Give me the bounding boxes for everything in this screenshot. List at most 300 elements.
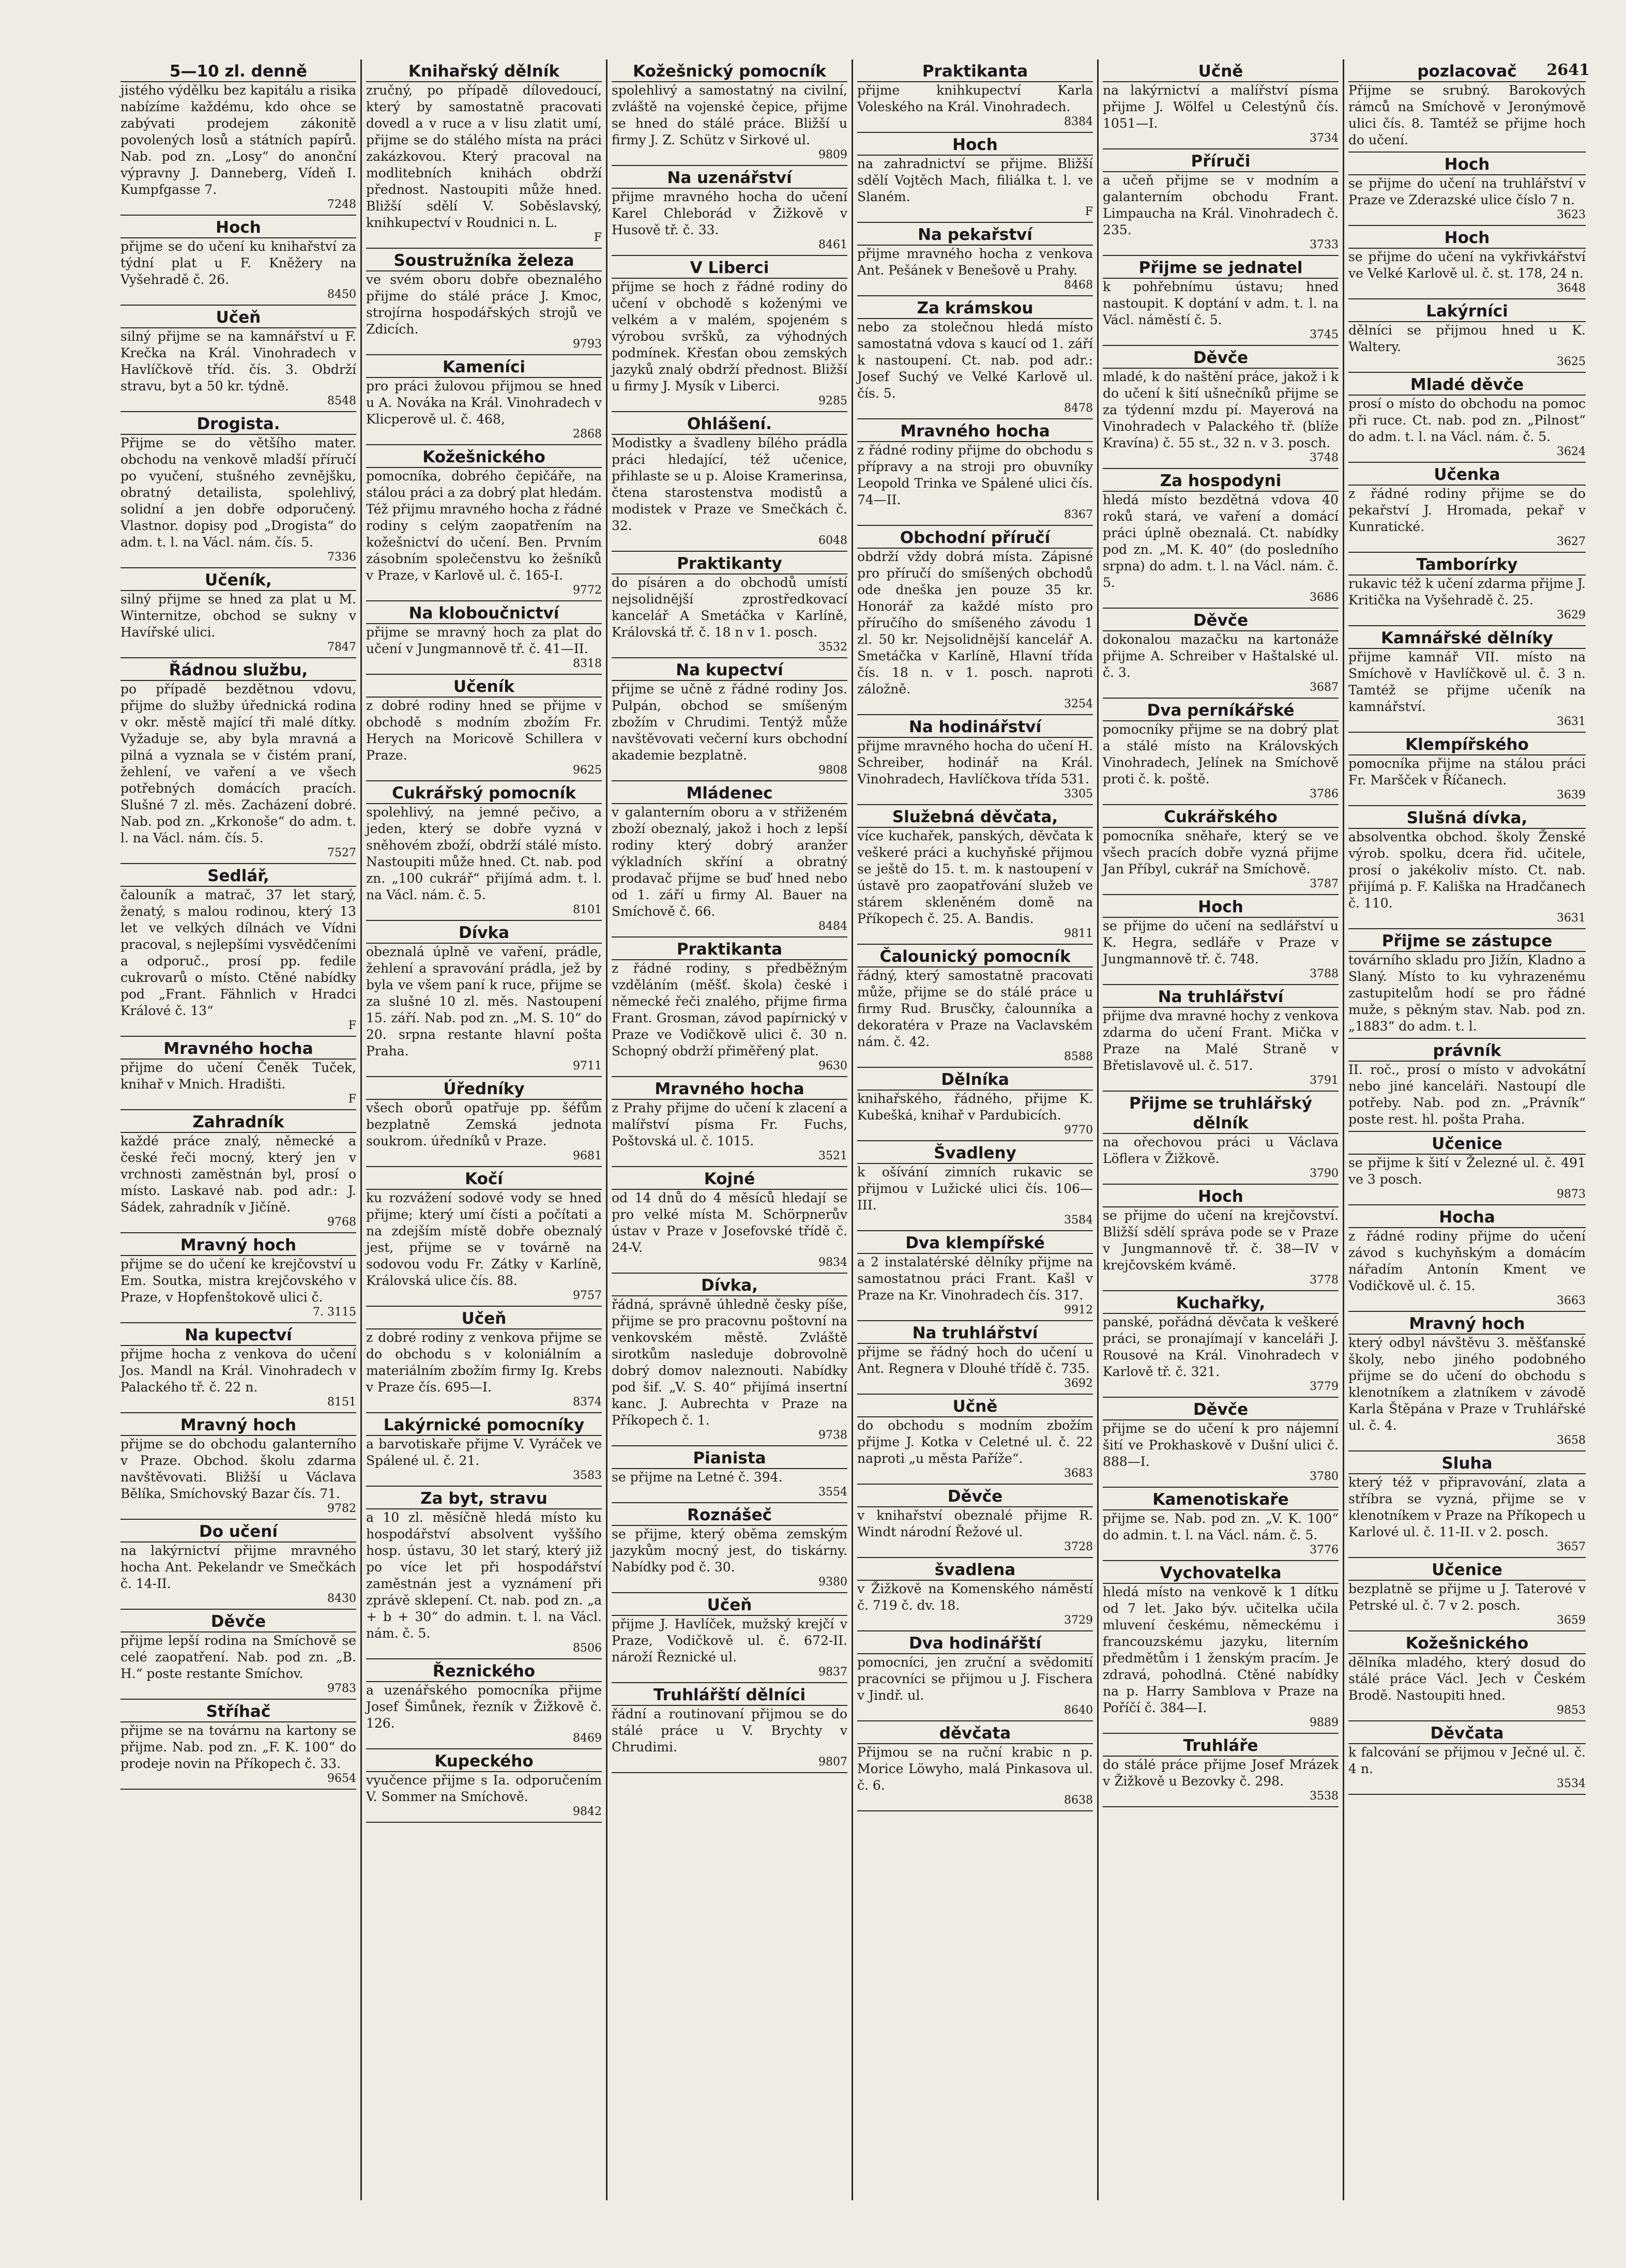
classified-ad (366, 1077, 602, 1167)
ad-heading: Hoch (1348, 228, 1586, 249)
ad-heading: Kožešnický pomocník (612, 62, 847, 82)
classified-ad (1103, 1398, 1339, 1488)
ad-number: 3729 (1064, 1614, 1093, 1627)
ad-text: absolventka obchod. školy Ženské výrob. spolku, dcera řid. učitele, prosí o jakékoliv místo. Ct. nab. přijímá p. F. Kališka na Hradčanech č. 110. (1348, 829, 1586, 911)
ad-number: 8506 (573, 1642, 602, 1655)
classified-ad (1348, 1631, 1586, 1721)
ad-text: přijme se na továrnu na kartony se přijme. Nab. pod zn. „F. K. 100“ do prodeje novin na Příkopech č. 33. (120, 1723, 356, 1771)
ad-number: 9912 (1064, 1304, 1093, 1317)
ad-number: 8318 (573, 657, 602, 670)
ad-number: F (1085, 205, 1093, 218)
ad-number: F (594, 231, 602, 244)
ad-number: 8430 (327, 1592, 356, 1605)
ad-text: Přijme se do většího mater. obchodu na venkově mladší příručí po vyučení, stušného zevnějšku, obratný detailista, spolehlivý, solidní a jen dobře odporučený. Vlastnor. dopisy pod „Drogista“ do adm. t. l. na Václ. nám. čís. 5. (120, 435, 356, 550)
ad-heading: Kožešnického (366, 447, 602, 468)
classified-ad (120, 1323, 356, 1413)
classified-ad (857, 1485, 1093, 1558)
ad-text: od 14 dnů do 4 měsíců hledají se pro velké místa M. Schörpnerův ústav v Praze v Josefovské třídě č. 24-V. (612, 1190, 847, 1255)
classified-ad (120, 1520, 356, 1610)
ad-number: 8638 (1064, 1794, 1093, 1807)
ad-text: z Prahy přijme do učení k zlacení a malířství písma Fr. Fuchs, Poštovská ul. č. 1015. (612, 1100, 847, 1148)
column-6 (1344, 59, 1590, 2200)
classified-ad (366, 1659, 602, 1749)
ad-number: 3631 (1557, 715, 1586, 728)
ad-heading: Kameníci (366, 357, 602, 378)
ad-number: 8384 (1064, 115, 1093, 128)
ad-number: 3625 (1557, 355, 1586, 368)
ad-number: 7336 (327, 551, 356, 564)
ad-number: 9770 (1064, 1124, 1093, 1137)
classified-ad (120, 412, 356, 568)
ad-number: 8450 (327, 288, 356, 301)
ad-text: který též v připravování, zlata a stříbra se vyzná, přijme se v klenotníkem v Praze na Příkopech u Karlové ul. č. 11-II. v 2. posch. (1348, 1475, 1586, 1539)
ad-heading: Hoch (1103, 1187, 1339, 1207)
ad-heading: Učeník (366, 677, 602, 698)
ad-text: z řádné rodiny přijme se do pekařství J. Hromada, pekař v Kunratické. (1348, 486, 1586, 534)
ad-number: 3534 (1557, 1777, 1586, 1790)
classified-ad (612, 1274, 847, 1446)
ad-text: přijme knihkupectví Karla Voleského na Král. Vinohradech. (857, 83, 1093, 114)
ad-number: 3786 (1310, 788, 1339, 800)
column-5 (1099, 59, 1344, 2200)
classified-ad (857, 1321, 1093, 1395)
classified-ad (857, 419, 1093, 526)
ad-heading: Řádnou službu, (120, 660, 356, 681)
ad-heading: právník (1348, 1041, 1586, 1062)
ad-text: Přijmou se na ruční krabic n p. Morice Löwyho, malá Pinkasova ul. č. 6. (857, 1745, 1093, 1793)
ad-text: se přijme do učení na vykřivkářství ve Velké Karlově ul. č. st. 178, 24 n. (1348, 249, 1586, 281)
ad-heading: Na kupectví (120, 1325, 356, 1346)
ad-heading: Sluha (1348, 1454, 1586, 1474)
ad-text: po případě bezdětnou vdovu, přijme do služby úřednická rodina v okr. městě mající tři malé dítky. Vyžaduje se, aby byla mravná a pilná a vyznala se v čistém praní, žehlení, ve vaření a ve všech potřebných domácích pracích. Slušné 7 zl. měs. Zacházení dobré. Nab. pod zn. „Krkonoše“ do adm. t. l. na Václ. nám. čís. 5. (120, 682, 356, 845)
classified-ad (857, 223, 1093, 296)
ad-heading: Mravný hoch (120, 1415, 356, 1436)
classified-ad (1103, 256, 1339, 346)
classified-ad (366, 355, 602, 445)
ad-number: 9768 (327, 1216, 356, 1229)
ad-heading: Učenice (1348, 1134, 1586, 1155)
classified-ad (366, 1413, 602, 1487)
classified-ad (612, 1503, 847, 1593)
ad-heading: Mravného hocha (612, 1079, 847, 1100)
classified-ad (120, 306, 356, 412)
ad-number: 3776 (1310, 1544, 1339, 1556)
ad-text: se přijme do učení na krejčovství. Bližší sdělí správa pode se v Praze v Jungmannově tř. č. 38—IV v krejčovském kvámě. (1103, 1208, 1339, 1273)
ad-number: 9625 (573, 764, 602, 777)
ad-number: 3734 (1310, 132, 1339, 145)
classified-ad (120, 568, 356, 658)
ad-heading: Hoch (1348, 155, 1586, 175)
ad-heading: Cukrářského (1103, 807, 1339, 828)
ad-number: 8101 (573, 903, 602, 916)
ad-heading: Dva klempířské (857, 1233, 1093, 1254)
ad-number: 9285 (818, 395, 847, 407)
ad-number: 9809 (818, 148, 847, 161)
ad-heading: Truhláře (1103, 1736, 1339, 1757)
classified-ad (1103, 1488, 1339, 1561)
ad-number: 3627 (1557, 535, 1586, 548)
ad-text: a 10 zl. měsíčně hledá místo ku hospodářství absolvent vyššího hosp. ústavu, 30 let starý, který již po více let při hospodářství zaměstnán jest a vyznámení při zprávě sklepení. Ct. nab. pod zn. „a + b + 30“ do admin. t. l. na Václ. nám. č. 5. (366, 1510, 602, 1641)
ad-heading: Kožešnického (1348, 1634, 1586, 1654)
classified-ad (1103, 1092, 1339, 1185)
ad-heading: švadlena (857, 1560, 1093, 1581)
classified-ad (857, 296, 1093, 419)
classified-ad (120, 1610, 356, 1700)
ad-number: 3254 (1064, 698, 1093, 710)
classified-ad (857, 945, 1093, 1068)
ad-text: do stálé práce přijme Josef Mrázek v Žižkově u Bezovky č. 298. (1103, 1757, 1339, 1789)
classified-ad (120, 216, 356, 306)
ad-text: přijme se hoch z řádné rodiny do učení v obchodě s koženými ve velkém a v malém, spojeném s výrobou svršků, za výhodných podmínek. Křesťan obou zemských jazyků znalý obdrží přednost. Bližší u firmy J. Mysík v Liberci. (612, 279, 847, 394)
ad-number: 8469 (573, 1732, 602, 1745)
ad-number: 3745 (1310, 328, 1339, 341)
ad-text: pomocníka, dobrého čepičáře, na stálou práci a za dobrý plat hledám. Též přijmu mravného hocha z řádné rodiny s celým zaopatřením na kožešnictví do učení. Ben. Prvním zásobním společenstvu ko žešníků v Praze, v Karlově ul. č. 165-I. (366, 468, 602, 583)
ad-number: 8374 (573, 1396, 602, 1409)
ad-text: II. roč., prosí o místo v advokátní nebo jiné kanceláři. Nastoupí dle potřeby. Nab. pod zn. „Právník“ poste rest. hl. pošta Praha. (1348, 1062, 1586, 1127)
classified-ad (857, 1558, 1093, 1631)
ad-number: 3790 (1310, 1167, 1339, 1180)
classified-ad (1348, 59, 1586, 153)
ad-number: 7847 (327, 641, 356, 654)
ad-text: do písáren a do obchodů umístí nejsolidnější zprostředkovací kancelář A Smetáčka v Karlíně, Královská tř. č. 18 n v 1. posch. (612, 575, 847, 640)
ad-text: přijme se do obchodu galanterního v Praze. Obchod. školu zdarma navštěvovati. Bližší u Václava Bělíka, Smíchovský Bazar čís. 71. (120, 1437, 356, 1501)
ad-number: 9654 (327, 1772, 356, 1785)
ad-heading: Kojné (612, 1169, 847, 1190)
ad-heading: Ohlášení. (612, 414, 847, 435)
classified-ad (857, 133, 1093, 223)
classified-ad (612, 1077, 847, 1167)
ad-heading: Soustružníka železa (366, 251, 602, 271)
ad-text: dělníci se přijmou hned u K. Waltery. (1348, 323, 1586, 354)
ad-heading: Na pekařství (857, 225, 1093, 246)
ad-text: přijme dva mravné hochy z venkova zdarma do učení Frant. Mička v Praze na Malé Straně v Břetislavově ul. č. 517. (1103, 1008, 1339, 1073)
ad-text: více kuchařek, panských, děvčata k veškeré práci a kuchyňské přijmou se ještě do 15. t. m. k nastoupení v ústavě pro zaopatřování služeb ve stárem skleněném domě na Příkopech č. 25. A. Bandis. (857, 828, 1093, 926)
ad-text: a uzenářského pomocníka přijme Josef Šimůnek, řezník v Žižkově č. 126. (366, 1683, 602, 1731)
ad-text: Modistky a švadleny bílého prádla práci hledající, též učenice, přihlaste se u p. Aloise Kramerinsa, čtena starostenstva modistů a modistek v Praze ve Smečkách č. 32. (612, 435, 847, 533)
ad-number: 3780 (1310, 1470, 1339, 1483)
ad-number: 3778 (1310, 1274, 1339, 1287)
ad-heading: Za byt, stravu (366, 1489, 602, 1509)
ad-text: z řádné rodiny přijme do obchodu s přípravy a na stroji pro obuvníky Leopold Trinka ve Spálené ulici čís. 74—II. (857, 443, 1093, 507)
classified-ad (1103, 985, 1339, 1092)
ad-number: 8468 (1064, 279, 1093, 292)
classified-ad (1348, 1312, 1586, 1451)
classified-ad (1103, 1734, 1339, 1807)
ad-heading: Lakýrnické pomocníky (366, 1415, 602, 1436)
ad-number: 3692 (1064, 1377, 1093, 1390)
ad-heading: Mládenec (612, 783, 847, 804)
ad-number: 3663 (1557, 1294, 1586, 1307)
ad-heading: Zahradník (120, 1112, 356, 1133)
classified-ad (612, 1683, 847, 1773)
ad-text: se přijme, který oběma zemským jazykům mocný jest, do tiskárny. Nabídky pod č. 30. (612, 1526, 847, 1575)
ad-number: 8478 (1064, 402, 1093, 415)
classified-ad (366, 1749, 602, 1823)
ad-text: se přijme do učení na truhlářství v Praze ve Zderazské ulice číslo 7 n. (1348, 176, 1586, 207)
ad-heading: Do učení (120, 1522, 356, 1543)
classified-ad (1103, 1185, 1339, 1291)
ad-heading: Mladé děvče (1348, 375, 1586, 396)
page-number: 2641 (1546, 61, 1590, 79)
ad-heading: Klempířského (1348, 735, 1586, 755)
ad-text: přijme mravného hocha do učení H. Schreiber, hodinář na Král. Vinohradech, Havlíčkova třída 531. (857, 738, 1093, 787)
ad-heading: Hoch (120, 218, 356, 238)
ad-number: 9793 (573, 338, 602, 351)
classified-ad (857, 1141, 1093, 1231)
classified-ad (366, 1487, 602, 1659)
ad-text: Přijme se srubný. Barokových rámců na Smíchově v Jeronýmově ulici čís. 8. Tamtéž se přijme hoch do učení. (1348, 83, 1586, 147)
ad-text: dokonalou mazačku na kartonáže přijme A. Schreiber v Haštalské ul. č. 3. (1103, 632, 1339, 680)
classified-ad (857, 526, 1093, 715)
ad-heading: Vychovatelka (1103, 1563, 1339, 1584)
ad-text: který odbyl návštěvu 3. měšťanské školy, nebo jiného podobného přijme se do učení do obchodu s klenotníkem a zlatníkem v závodě Karla Štěpána v Praze v Truhlářské ul. č. 4. (1348, 1335, 1586, 1433)
ad-heading: Kamnářské dělníky (1348, 628, 1586, 649)
classified-ad (1348, 1558, 1586, 1631)
classified-ad (366, 59, 602, 249)
ad-text: spolehlivý, na jemné pečivo, a jeden, který se dobře vyzná v sněhovém zboží, obdrží stálé místo. Nastoupiti může hned. Ct. nab. pod zn. „100 cukrář“ přijímá adm. t. l. na Václ. nám. č. 5. (366, 805, 602, 902)
classified-ad (612, 552, 847, 658)
ad-number: 3687 (1310, 681, 1339, 694)
column-4 (853, 59, 1099, 2200)
classified-ad (120, 59, 356, 216)
ad-text: na zahradnictví se přijme. Bližší sdělí Vojtěch Mach, filiálka t. l. ve Slaném. (857, 156, 1093, 204)
classified-ad (612, 256, 847, 412)
classified-ad (857, 1631, 1093, 1721)
ad-number: 2868 (573, 428, 602, 441)
ad-text: přijme se do učení ku knihařství za týdní plat u F. Kněžery na Vyšehradě č. 26. (120, 239, 356, 287)
ad-text: spolehlivý a samostatný na civilní, zvláště na vojenské čepice, přijme se hned do stálé práce. Bližší u firmy J. Z. Schütz v Sirkové ul. (612, 83, 847, 147)
classified-ad (120, 1110, 356, 1233)
ad-text: z dobré rodiny z venkova přijme se do obchodu s v koloniálním a materiálním zbožím firmy Ig. Krebs v Praze čís. 695—I. (366, 1330, 602, 1395)
ad-heading: Na truhlářství (1103, 987, 1339, 1008)
ad-text: do obchodu s modním zbožím přijme J. Kotka v Celetné ul. č. 22 naproti „u města Paříže“. (857, 1418, 1093, 1466)
classified-ad (857, 59, 1093, 133)
ad-heading: Stříhač (120, 1702, 356, 1722)
ad-number: 8640 (1064, 1704, 1093, 1717)
ad-number: 9853 (1557, 1704, 1586, 1717)
ad-number: 3639 (1557, 789, 1586, 802)
ad-text: panské, pořádná děvčata k veškeré práci, se pronajímají v kanceláři J. Rousové na Král. Vinohradech v Karlově tř. č. 321. (1103, 1314, 1339, 1379)
ad-number: 9772 (573, 584, 602, 597)
ad-text: přijme se mravný hoch za plat do učení v Jungmannově tř. č. 41—II. (366, 625, 602, 656)
ad-heading: Kupeckého (366, 1751, 602, 1772)
ad-number: 8151 (327, 1396, 356, 1409)
ad-number: 9681 (573, 1150, 602, 1162)
ad-number: 9807 (818, 1756, 847, 1768)
ad-number: 9808 (818, 764, 847, 777)
ad-heading: Pianista (612, 1448, 847, 1469)
ad-text: přijme mravného hocha z venkova Ant. Pešánek v Benešově u Prahy. (857, 246, 1093, 278)
classified-ad (120, 864, 356, 1037)
classified-ad (1103, 469, 1339, 609)
classified-ad (120, 1037, 356, 1110)
ad-text: se přijme k šití v Železné ul. č. 491 ve 3 posch. (1348, 1155, 1586, 1187)
classified-ad (1348, 299, 1586, 373)
ad-number: 9380 (818, 1576, 847, 1589)
ad-heading: Na kloboučnictví (366, 603, 602, 624)
ad-text: jistého výdělku bez kapitálu a risika nabízíme každému, kdo ohce se zabývati prodejem zákonitě povolených losů a státních papírů. Nab. pod zn. „Losy“ do anonční výpravny J. Danneberg, Vídeň I. Kumpfgasse 7. (120, 83, 356, 197)
ad-text: pomocníka přijme na stálou práci Fr. Maršček v Říčanech. (1348, 756, 1586, 788)
classified-ad (612, 166, 847, 256)
ad-number: 9783 (327, 1682, 356, 1695)
classified-ad (857, 1395, 1093, 1485)
ad-heading: Učenka (1348, 465, 1586, 486)
classified-ad (120, 1413, 356, 1520)
ad-text: mladé, k do naštění práce, jakož i k do učení k šití ušnečníků přijme se za týdenní mzdu pí. Mayerová na Vinohradech v Palackého tř. (blíže Kravína) č. 55 st., 32 n. v 3. posch. (1103, 369, 1339, 450)
ad-number: 6048 (818, 534, 847, 547)
classified-ad (1348, 1039, 1586, 1132)
ad-heading: Čalounický pomocník (857, 947, 1093, 967)
ad-number: 8548 (327, 395, 356, 407)
ad-number: 3583 (573, 1469, 602, 1482)
ad-heading: Na kupectví (612, 660, 847, 681)
ad-heading: Hoch (857, 135, 1093, 156)
ad-text: a 2 instalatérské dělníky přijme na samostatnou práci Frant. Kašl v Praze na Kr. Vinohradech čís. 317. (857, 1254, 1093, 1303)
ad-text: pomocníky přijme se na dobrý plat a stálé místo na Královských Vinohradech, Jelínek na Smíchově proti č. k. poště. (1103, 722, 1339, 787)
ad-text: bezplatně se přijme u J. Taterové v Petrské ul. č. 7 v 2. posch. (1348, 1581, 1586, 1613)
ad-heading: Děvče (1103, 348, 1339, 369)
ad-number: 9811 (1064, 927, 1093, 940)
ad-text: z dobré rodiny hned se přijme v obchodě s modním zbožím Fr. Herych na Moricově Schillera v Praze. (366, 698, 602, 763)
classified-columns (116, 59, 1590, 2200)
ad-heading: Na truhlářství (857, 1323, 1093, 1344)
ad-heading: Dělníka (857, 1070, 1093, 1091)
ad-number: 9889 (1310, 1716, 1339, 1729)
ad-heading: Za krámskou (857, 298, 1093, 319)
classified-ad (1348, 153, 1586, 226)
ad-heading: Služebná děvčata, (857, 807, 1093, 828)
classified-ad (1348, 1721, 1586, 1795)
ad-heading: Mravný hoch (120, 1235, 356, 1256)
ad-heading: Za hospodyni (1103, 471, 1339, 492)
classified-ad (612, 1446, 847, 1503)
ad-heading: Truhlářští dělníci (612, 1685, 847, 1706)
classified-ad (366, 1167, 602, 1307)
ad-heading: Děvče (857, 1487, 1093, 1507)
classified-ad (857, 1721, 1093, 1811)
column-1 (116, 59, 362, 2200)
classified-ad (366, 445, 602, 601)
classified-ad (612, 412, 847, 552)
ad-heading: Děvčata (1348, 1723, 1586, 1744)
ad-text: přijme kamnář VII. místo na Smíchově v Havlíčkově ul. č. 3 n. Tamtéž se přijme učeník na kamnářství. (1348, 649, 1586, 714)
ad-number: 7527 (327, 846, 356, 859)
classified-ad (1348, 553, 1586, 626)
classified-ad (857, 1231, 1093, 1321)
ad-text: se přijme do učení na sedlářství u K. Hegra, sedláře v Praze v Jungmannově tř. č. 748. (1103, 918, 1339, 966)
classified-ad (1348, 929, 1586, 1039)
ad-heading: Učeník, (120, 570, 356, 591)
ad-heading: Tamborírky (1348, 555, 1586, 576)
ad-text: přijme mravného hocha do učení Karel Chleborád v Žižkově v Husově tř. č. 33. (612, 189, 847, 237)
ad-number: 3728 (1064, 1540, 1093, 1553)
classified-ad (612, 1593, 847, 1683)
classified-ad (1103, 59, 1339, 149)
ad-heading: Kuchařky, (1103, 1293, 1339, 1314)
ad-heading: Učenice (1348, 1560, 1586, 1581)
ad-heading: Přijme se jednatel (1103, 258, 1339, 279)
ad-heading: Mravný hoch (1348, 1314, 1586, 1335)
ad-number: 9842 (573, 1805, 602, 1818)
ad-text: v knihařství obeznalé přijme R. Windt národní Řežové ul. (857, 1508, 1093, 1539)
classified-ad (366, 249, 602, 355)
ad-number: 3658 (1557, 1434, 1586, 1447)
classified-ad (366, 601, 602, 675)
ad-number: 7248 (327, 198, 356, 211)
classified-ad (366, 1307, 602, 1413)
ad-text: řádní a routinovaní přijmou se do stálé práce u V. Brychty v Chrudimi. (612, 1706, 847, 1755)
ad-text: hledá místo bezdětná vdova 40 roků stará, ve vaření a domácí práci úplně obeznalá. Ct. nabídky pod zn. „M. K. 40“ (do posledního srpna) do adm. t. l. na Václ. nám. č. 5. (1103, 492, 1339, 590)
ad-text: k falcování se přijmou v Ječné ul. č. 4 n. (1348, 1745, 1586, 1776)
ad-number: 3787 (1310, 878, 1339, 890)
ad-heading: Drogista. (120, 414, 356, 435)
ad-heading: Děvče (1103, 1400, 1339, 1420)
ad-heading: Hocha (1348, 1207, 1586, 1228)
ad-number: 3788 (1310, 967, 1339, 980)
ad-number: 3584 (1064, 1214, 1093, 1227)
classified-ad (366, 921, 602, 1077)
classified-ad (857, 715, 1093, 805)
ad-number: F (348, 1093, 356, 1106)
classified-ad (612, 59, 847, 166)
ad-text: prosí o místo do obchodu na pomoc při ruce. Ct. nab. pod zn. „Pilnost“ do adm. t. l. na Václ. nám. č. 5. (1348, 396, 1586, 444)
classified-ad (1348, 463, 1586, 553)
ad-heading: Dva perníkářské (1103, 701, 1339, 721)
ad-heading: Dva hodinářští (857, 1634, 1093, 1654)
ad-heading: děvčata (857, 1723, 1093, 1744)
ad-heading: Učeň (612, 1595, 847, 1616)
ad-number: 3623 (1557, 208, 1586, 221)
column-3 (607, 59, 853, 2200)
ad-number: 8484 (818, 920, 847, 933)
classified-ad (612, 1167, 847, 1274)
ad-heading: Učeň (366, 1309, 602, 1329)
ad-text: přijme J. Havlíček, mužský krejčí v Praze, Vodičkově ul. č. 672-II. nároží Řeznické ul. (612, 1616, 847, 1665)
ad-text: se přijme na Letné č. 394. (612, 1470, 783, 1485)
classified-ad (120, 658, 356, 864)
ad-text: pomocníka sněhaře, který se ve všech pracích dobře vyzná přijme Jan Příbyl, cukrář na Smíchově. (1103, 828, 1339, 876)
ad-number: 9738 (818, 1429, 847, 1442)
ad-text: knihařského, řádného, přijme K. Kubešká, knihař v Pardubicích. (857, 1091, 1093, 1123)
ad-number: 9834 (818, 1256, 847, 1269)
ad-number: 8461 (818, 238, 847, 251)
ad-text: zručný, po případě dílovedoucí, který by samostatně pracovati dovedl a v ruce a v lisu zlatit umí, přijme se do stálého místa na práci zakázkovou. Který pracoval na modlitebních knihách obdrží přednost. Nastoupiti může hned. Bližší sdělí V. Soběslavský, knihkupectví v Roudnici n. L. (366, 83, 602, 230)
ad-number: 7. 3115 (313, 1306, 356, 1319)
ad-heading: Lakýrníci (1348, 301, 1586, 322)
ad-heading: Hoch (1103, 897, 1339, 918)
ad-text: řádná, správně úhledně česky píše, přijme se pro pracovnu poštovní na venkovském městě. Zvláště sirotkům nasleduje dobrovolně dobrý domov naleznouti. Nabídky pod šif. „V. S. 40“ přijímá insertní kanc. J. Aubrechta v Praze na Příkopech č. 1. (612, 1297, 847, 1428)
ad-number: 3791 (1310, 1074, 1339, 1087)
ad-heading: Sedlář, (120, 866, 356, 887)
classified-ad (1348, 1132, 1586, 1205)
ad-number: 3532 (818, 641, 847, 654)
ad-text: dělníka mladého, který dosud do stálé práce Václ. Jech v Českém Brodě. Nastoupiti hned. (1348, 1655, 1586, 1703)
classified-ad (1103, 1561, 1339, 1734)
ad-text: čalouník a matrač, 37 let starý, ženatý, s malou rodinou, který 13 let ve velkých dílnách ve Vídni pracoval, s nejlepšími vysvědčeními a odporuč., prosí pp. fedile cukrovarů o místo. Ctěné nabídky pod „Frant. Fähnlich v Hradci Králové č. 13“ (120, 887, 356, 1018)
ad-number: 8588 (1064, 1050, 1093, 1063)
ad-number: 9873 (1557, 1188, 1586, 1201)
ad-text: přijme se řádný hoch do učení u Ant. Regnera v Dlouhé třídě č. 735. (857, 1344, 1093, 1376)
ad-number: 3554 (818, 1486, 847, 1499)
ad-number: 9711 (573, 1060, 602, 1072)
ad-text: přijme lepší rodina na Smíchově se celé zaopatření. Nab. pod zn. „B. H.“ poste restante Smíchov. (120, 1633, 356, 1681)
ad-number: 3748 (1310, 451, 1339, 464)
ad-number: 3657 (1557, 1540, 1586, 1553)
ad-heading: Kamenotiskaře (1103, 1490, 1339, 1510)
ad-heading: Dívka (366, 923, 602, 944)
ad-text: k pohřebnímu ústavu; hned nastoupit. K doptání v adm. t. l. na Václ. náměstí č. 5. (1103, 279, 1339, 327)
ad-heading: Švadleny (857, 1143, 1093, 1164)
